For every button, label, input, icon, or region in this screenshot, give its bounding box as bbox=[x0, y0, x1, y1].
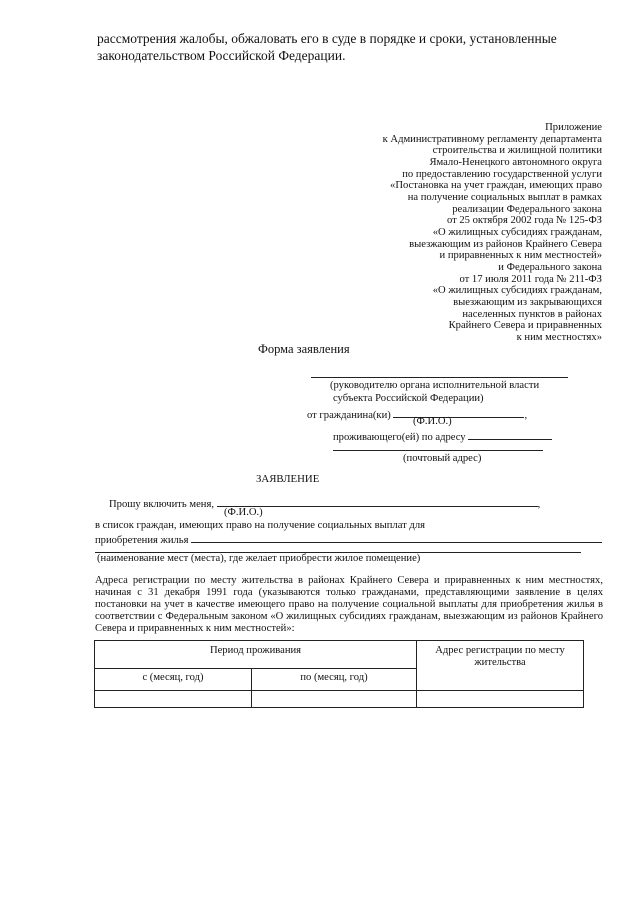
appendix-line: и приравненных к ним местностей» bbox=[439, 250, 602, 262]
appendix-line: строительства и жилищной политики bbox=[432, 145, 602, 157]
appendix-line: реализации Федерального закона bbox=[452, 203, 602, 215]
request-line-1 bbox=[109, 496, 540, 510]
request-fio-hint: (Ф.И.О.) bbox=[224, 507, 263, 518]
from-cell[interactable] bbox=[95, 691, 252, 708]
from-label-text: от гражданина(ки) bbox=[307, 410, 391, 421]
intro-text bbox=[97, 30, 557, 64]
period-header: Период проживания bbox=[95, 641, 417, 669]
address-header: Адрес регистрации по месту жительства bbox=[417, 641, 584, 691]
form-title: Форма заявления bbox=[258, 342, 350, 356]
intro-line-2: законодательством Российской Федерации. bbox=[97, 48, 346, 63]
request-line-3 bbox=[95, 532, 602, 546]
residing-address-field[interactable] bbox=[468, 429, 552, 440]
to-header: по (месяц, год) bbox=[252, 669, 417, 691]
appendix-line: Приложение bbox=[545, 122, 602, 133]
addressee-hint-1: (руководителю органа исполнительной власти bbox=[330, 380, 540, 391]
appendix-line: и Федерального закона bbox=[498, 261, 602, 273]
appendix-line: к Административному регламенту департамента bbox=[382, 133, 602, 145]
intro-line-1: рассмотрения жалобы, обжаловать его в суде в порядке и сроки, установленные bbox=[97, 31, 557, 46]
fio-hint: (Ф.И.О.) bbox=[413, 416, 452, 427]
request-comma: , bbox=[537, 499, 541, 510]
appendix-line: Ямало-Ненецкого автономного округа bbox=[429, 156, 602, 168]
place-hint: (наименование мест (места), где желает приобрести жилое помещение) bbox=[97, 553, 421, 564]
place-field-1[interactable] bbox=[191, 532, 602, 543]
statement-title: ЗАЯВЛЕНИЕ bbox=[256, 473, 320, 485]
appendix-line: на получение социальных выплат в рамках bbox=[407, 191, 602, 203]
appendix-block bbox=[383, 122, 602, 343]
address-blank-line[interactable] bbox=[333, 450, 543, 451]
appendix-line: «О жилищных субсидиях гражданам, bbox=[432, 285, 602, 297]
postal-hint: (почтовый адрес) bbox=[403, 453, 482, 464]
request-line-3-text: приобретения жилья bbox=[95, 535, 189, 546]
appendix-line: выезжающим из закрывающихся bbox=[453, 296, 602, 308]
appendix-line: «О жилищных субсидиях гражданам, bbox=[432, 226, 602, 238]
request-name-field[interactable] bbox=[217, 496, 538, 507]
appendix-line: от 25 октября 2002 года № 125-ФЗ bbox=[446, 215, 602, 227]
addressee-blank-line[interactable] bbox=[311, 377, 568, 378]
appendix-line: выезжающим из районов Крайнего Севера bbox=[409, 238, 602, 250]
address-paragraph: Адреса регистрации по месту жительства в районах Крайнего Севера и приравненных к ним местностях, начиная с 31 декабря 1991 года (указываются только гражданами, представляющими заявление в целях постановки на учет в качестве имеющего право на получение социальной выплаты для приобретения жилья в соответствии с Федеральным законом «О жилищных субсидиях гражданам, выезжающим из районов Крайнего Севера и приравненных к ним местностей»: bbox=[95, 575, 603, 634]
appendix-line: Крайнего Севера и приравненных bbox=[448, 320, 602, 332]
from-comma: , bbox=[524, 410, 528, 421]
appendix-line: от 17 июля 2011 года № 211-ФЗ bbox=[459, 273, 602, 285]
appendix-line: к ним местностях» bbox=[516, 331, 602, 343]
from-header: с (месяц, год) bbox=[95, 669, 252, 691]
request-line-1-text: Прошу включить меня, bbox=[109, 499, 214, 510]
addressee-hint-2: субъекта Российской Федерации) bbox=[333, 393, 484, 404]
address-cell[interactable] bbox=[417, 691, 584, 708]
appendix-line: по предоставлению государственной услуги bbox=[402, 168, 602, 180]
request-line-2: в список граждан, имеющих право на получение социальных выплат для bbox=[95, 520, 425, 531]
appendix-line: «Постановка на учет граждан, имеющих право bbox=[390, 180, 602, 192]
residing-label-text: проживающего(ей) по адресу bbox=[333, 432, 466, 443]
residence-table bbox=[94, 640, 584, 708]
residing-label bbox=[333, 429, 552, 443]
appendix-line: населенных пунктов в районах bbox=[462, 308, 602, 320]
to-cell[interactable] bbox=[252, 691, 417, 708]
